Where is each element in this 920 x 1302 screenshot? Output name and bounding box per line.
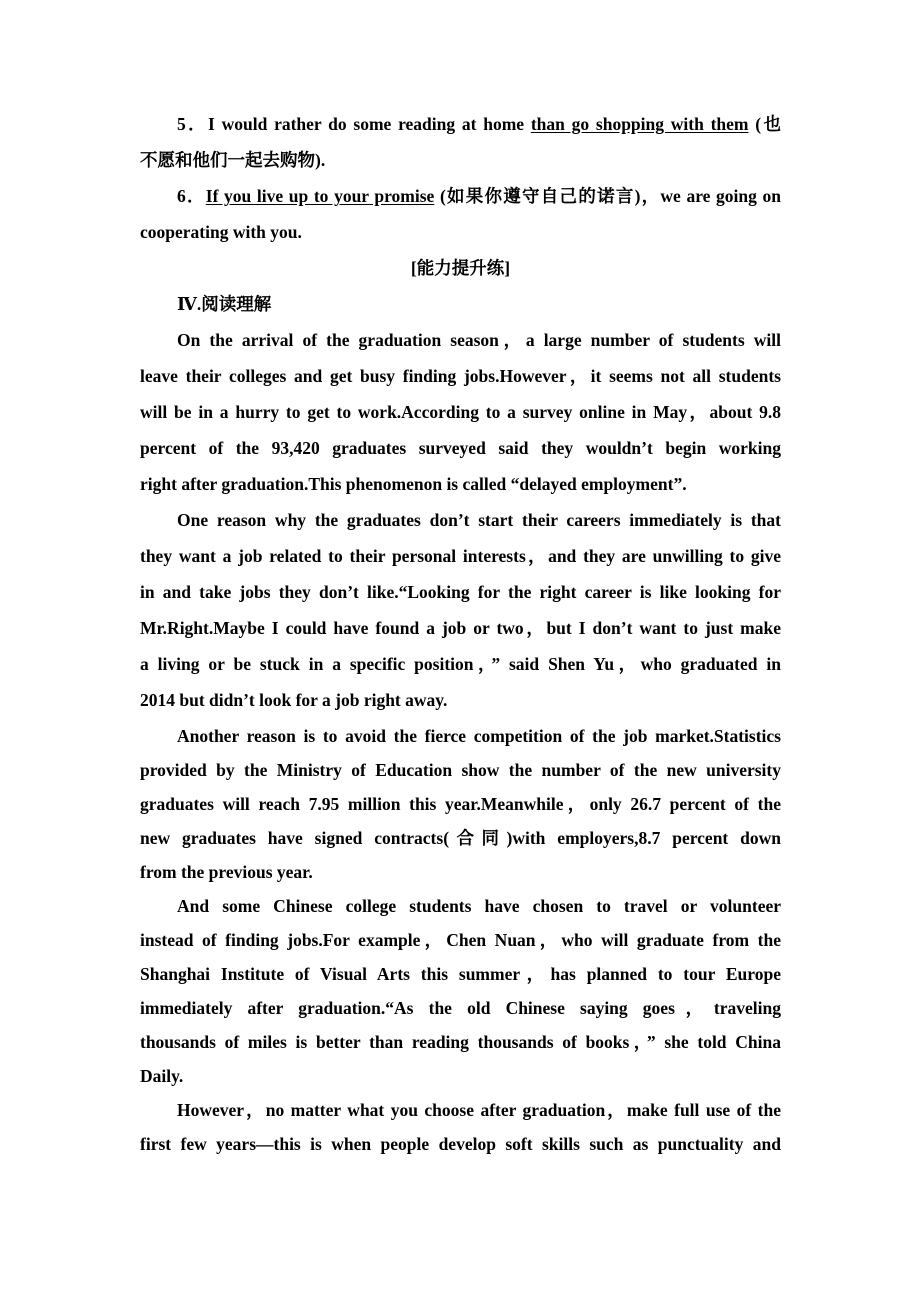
item-text: I would rather do some reading at home [208,114,531,134]
paragraph-line: immediately after graduation.“As the old Chinese saying goes，traveling [140,998,781,1018]
paragraph-line: Mr.Right.Maybe I could have found a job or two，but I don’t want to just make [140,618,781,638]
paragraph-line: leave their colleges and get busy finding jobs.However，it seems not all students [140,366,781,386]
item-text: (也 [748,114,781,134]
paragraph-line: percent of the 93,420 graduates surveyed said they wouldn’t begin working [140,438,781,458]
paragraph-line: Shanghai Institute of Visual Arts this summer，has planned to tour Europe [140,964,781,984]
item-5-line2: 不愿和他们一起去购物). [140,150,326,170]
item-6-line1 [140,184,781,220]
paragraph-line: in and take jobs they don’t like.“Looking for the right career is like looking for [140,582,781,602]
paragraph-line: Daily. [140,1066,184,1086]
paragraph-line: Another reason is to avoid the fierce competition of the job market.Statistics [177,726,781,746]
item-number: 6． [177,186,206,206]
paragraph [140,724,781,894]
part-title: Ⅳ.阅读理解 [177,294,272,314]
paragraph-line: thousands of miles is better than reading thousands of books，” she told China [140,1032,781,1052]
paragraph-line: will be in a hurry to get to work.According to a survey online in May，about 9.8 [140,402,781,422]
paragraph-line: from the previous year. [140,862,313,882]
answer-underlined: If you live up to your promise [205,186,435,206]
item-6-line2: cooperating with you. [140,222,302,242]
paragraph-line: And some Chinese college students have chosen to travel or volunteer [177,896,781,916]
paragraph-line: they want a job related to their personal interests，and they are unwilling to give [140,546,781,566]
paragraph-line: 2014 but didn’t look for a job right away. [140,690,448,710]
paragraph-line: right after graduation.This phenomenon is called “delayed employment”. [140,474,687,494]
reading-passage [140,328,781,1166]
paragraph [140,1098,781,1166]
paragraph [140,328,781,508]
paragraph-line: first few years—this is when people develop soft skills such as punctuality and [140,1134,781,1154]
paragraph-line: a living or be stuck in a specific position，” said Shen Yu，who graduated in [140,654,781,674]
paragraph-line: instead of finding jobs.For example，Chen Nuan，who will graduate from the [140,930,781,950]
paragraph [140,894,781,1098]
item-text: (如果你遵守自己的诺言)，we are going on [434,186,781,206]
item-5-line1 [140,112,781,148]
paragraph-line: One reason why the graduates don’t start their careers immediately is that [177,510,781,530]
paragraph-line: new graduates have signed contracts(合同)with employers,8.7 percent down [140,828,781,848]
section-title: [能力提升练] [410,258,511,278]
paragraph-line: On the arrival of the graduation season，a large number of students will [177,330,781,350]
answer-underlined: than go shopping with them [530,114,749,134]
paragraph [140,508,781,724]
content-column [140,112,781,1166]
paragraph-line: provided by the Ministry of Education show the number of the new university [140,760,781,780]
paragraph-line: However，no matter what you choose after graduation，make full use of the [177,1100,781,1120]
paragraph-line: graduates will reach 7.95 million this year.Meanwhile，only 26.7 percent of the [140,794,781,814]
item-number: 5． [177,114,209,134]
